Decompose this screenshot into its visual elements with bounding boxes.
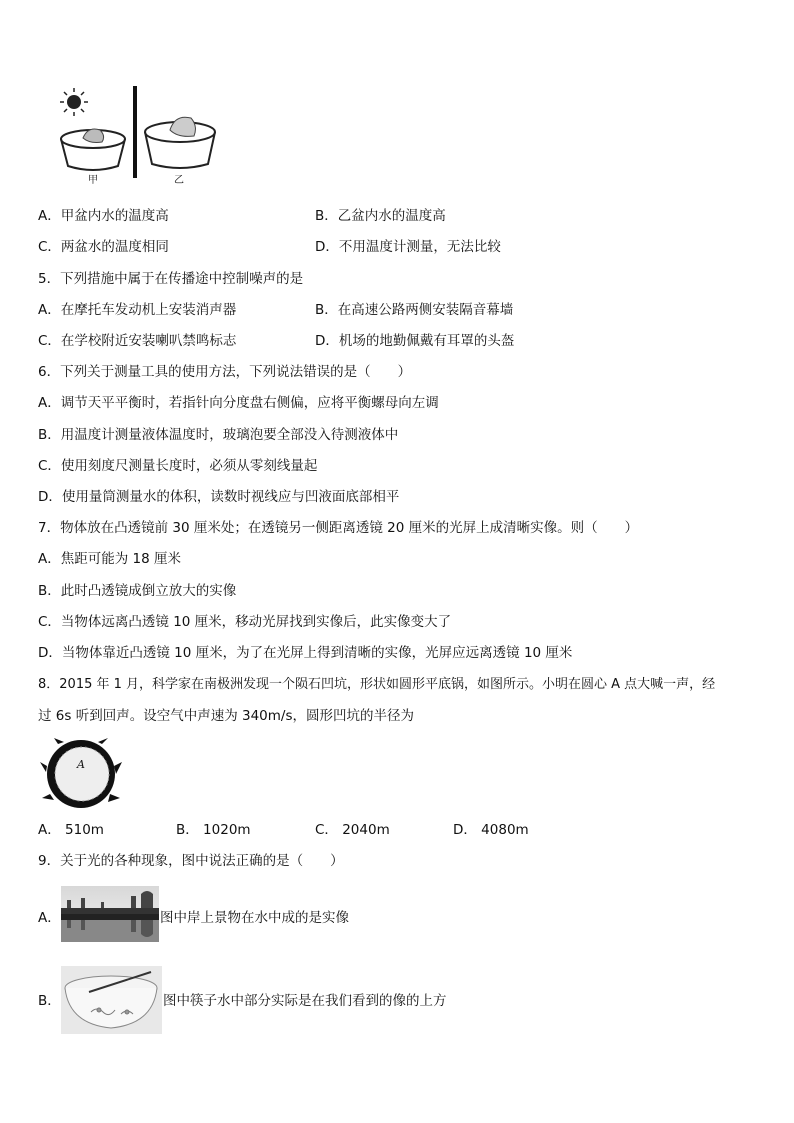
two-basins-figure [38,82,253,190]
left-basin [61,129,125,170]
reflection-photo [61,886,159,942]
right-basin [145,117,215,168]
q9-option-b-text: 图中筷子水中部分实际是在我们看到的像的上方 [163,993,447,1009]
q5-option-c: C．在学校附近安装喇叭禁鸣标志 [38,333,237,349]
q4-option-b: B．乙盆内水的温度高 [315,208,446,224]
q9-option-a-text: 图中岸上景物在水中成的是实像 [160,910,349,926]
q4-option-c: C．两盆水的温度相同 [38,239,169,255]
q8-option-b: B． 1020m [176,822,251,838]
q9-option-a-letter: A． [38,910,61,926]
q7-option-c: C．当物体远离凸透镜 10 厘米，移动光屏找到实像后，此实像变大了 [38,614,452,630]
q8-option-d: D． 4080m [453,822,529,838]
q4-option-d: D．不用温度计测量，无法比较 [315,239,501,255]
q7-option-d: D．当物体靠近凸透镜 10 厘米，为了在光屏上得到清晰的实像，光屏应远离透镜 10 厘米 [38,645,573,661]
crater-label-a: A [77,758,85,771]
q6-option-b: B．用温度计测量液体温度时，玻璃泡要全部没入待测液体中 [38,427,399,443]
basins-illustration [38,82,253,190]
q6-option-c: C．使用刻度尺测量长度时，必须从零刻线量起 [38,458,318,474]
q8-stem-line1: 8．2015 年 1 月，科学家在南极洲发现一个陨石凹坑，形状如圆形平底锅，如图所示。小明在圆心 A 点大喊一声，经 [38,677,716,692]
basin-label-right: 乙 [174,175,184,186]
crater-figure [38,736,124,812]
sun-icon [60,88,88,116]
q6-option-a: A．调节天平平衡时，若指针向分度盘右侧偏，应将平衡螺母向左调 [38,395,439,411]
q6-option-d: D．使用量筒测量水的体积，读数时视线应与凹液面底部相平 [38,489,400,505]
q6-stem: 6．下列关于测量工具的使用方法，下列说法错误的是（ ） [38,364,412,380]
q5-option-a: A．在摩托车发动机上安装消声器 [38,302,237,318]
q9-stem: 9．关于光的各种现象，图中说法正确的是（ ） [38,853,344,869]
q9-option-b-letter: B． [38,993,61,1009]
q5-option-b: B．在高速公路两侧安装隔音幕墙 [315,302,514,318]
q4-option-a: A．甲盆内水的温度高 [38,208,169,224]
q7-stem: 7．物体放在凸透镜前 30 厘米处；在透镜另一侧距离透镜 20 厘米的光屏上成清晰实像。则（ ） [38,520,639,536]
wall-divider [133,86,137,178]
q7-option-a: A．焦距可能为 18 厘米 [38,551,181,567]
basin-label-left: 甲 [88,175,98,186]
q8-option-c: C． 2040m [315,822,390,838]
q8-option-a: A． 510m [38,822,104,838]
q5-stem: 5．下列措施中属于在传播途中控制噪声的是 [38,271,304,287]
q5-option-d: D．机场的地勤佩戴有耳罩的头盔 [315,333,515,349]
crater-illustration [38,736,124,812]
chopstick-photo [61,966,162,1034]
q7-option-b: B．此时凸透镜成倒立放大的实像 [38,583,237,599]
q8-stem-line2: 过 6s 听到回声。设空气中声速为 340m/s，圆形凹坑的半径为 [38,708,414,724]
